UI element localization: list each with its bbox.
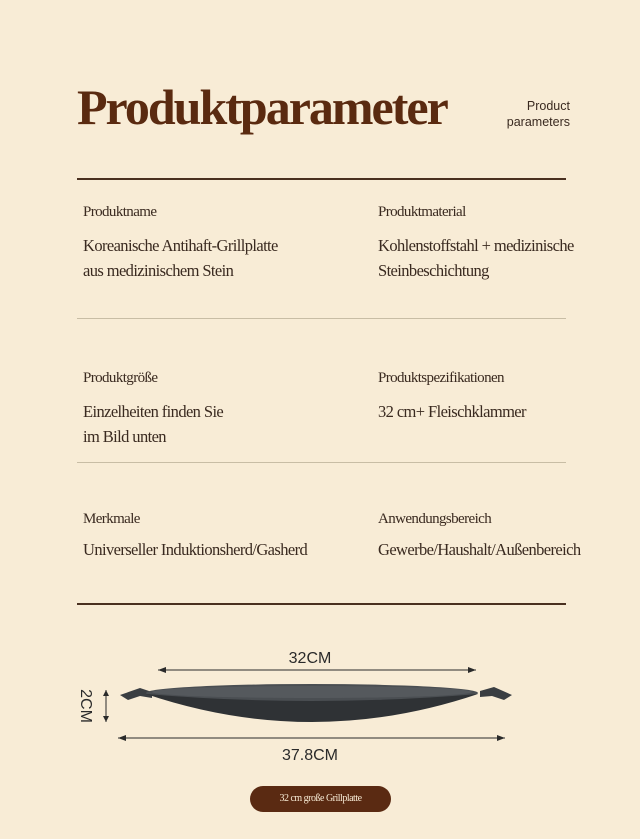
param-label: Produktname [83, 204, 157, 220]
value-line-2: Steinbeschichtung [378, 261, 489, 280]
inner-diameter-line [158, 667, 476, 673]
value-line-1: Gewerbe/Haushalt/Außenbereich [378, 540, 581, 559]
param-product-spec [378, 370, 640, 424]
param-label: Anwendungsbereich [378, 511, 492, 527]
page-subtitle [488, 98, 570, 130]
param-value [378, 233, 640, 283]
param-label: Produktgröße [83, 370, 158, 386]
value-line-1: Kohlenstoffstahl + medizinische [378, 236, 574, 255]
page-title: Produktparameter [77, 79, 447, 135]
value-line-2: im Bild unten [83, 427, 166, 446]
value-line-1: Universeller Induktionsherd/Gasherd [83, 540, 308, 559]
param-usage [378, 511, 640, 562]
inner-diameter-label: 32CM [288, 650, 332, 667]
param-label: Produktspezifikationen [378, 370, 504, 386]
value-line-1: 32 cm+ Fleischklammer [378, 402, 526, 421]
param-value [83, 233, 353, 283]
param-product-material [378, 204, 640, 283]
subtitle-line-1: Product [526, 99, 570, 113]
param-features [83, 511, 353, 562]
row-divider [77, 462, 566, 463]
height-line [103, 690, 109, 722]
param-value [378, 399, 640, 424]
param-product-size [83, 370, 353, 449]
caption-badge: 32 cm große Grillplatte [250, 786, 391, 812]
subtitle-line-2: parameters [506, 115, 570, 129]
outer-width-label: 37.8CM [281, 747, 339, 764]
param-value [378, 537, 640, 562]
outer-width-line [118, 735, 505, 741]
height-label: 2CM [77, 689, 94, 723]
bottom-divider [77, 603, 566, 605]
value-line-1: Einzelheiten finden Sie [83, 402, 224, 421]
grill-plate-dimension-diagram [0, 630, 640, 780]
param-label: Produktmaterial [378, 204, 466, 220]
param-product-name [83, 204, 353, 283]
row-divider [77, 318, 566, 319]
top-divider [77, 178, 566, 180]
param-value [83, 537, 353, 562]
grill-plate-image [120, 684, 512, 722]
param-value [83, 399, 353, 449]
value-line-2: aus medizinischem Stein [83, 261, 234, 280]
value-line-1: Koreanische Antihaft-Grillplatte [83, 236, 278, 255]
param-label: Merkmale [83, 511, 140, 527]
